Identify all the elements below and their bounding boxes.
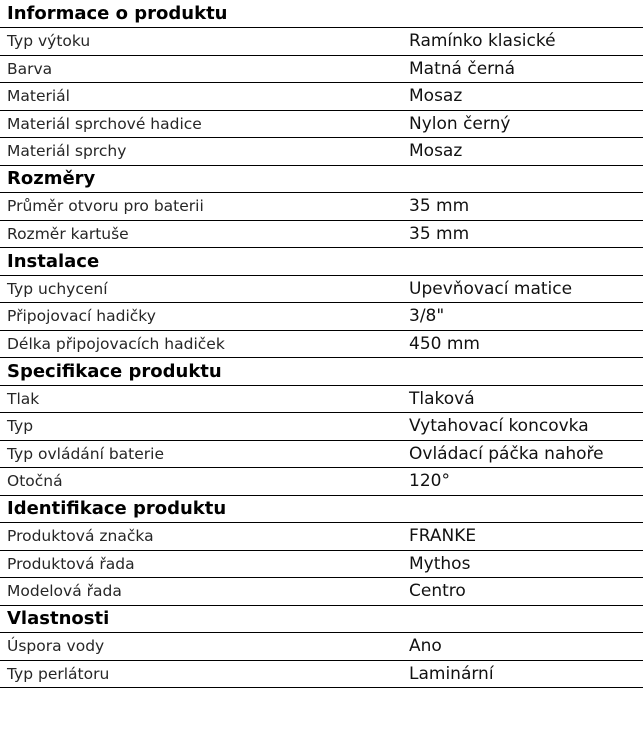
spec-row <box>0 193 643 221</box>
spec-row <box>0 440 643 468</box>
spec-value: 450 mm <box>401 330 643 358</box>
section-header-row <box>0 165 643 193</box>
spec-value: 35 mm <box>401 220 643 248</box>
spec-value: Laminární <box>401 660 643 688</box>
spec-label: Materiál sprchy <box>0 138 401 166</box>
spec-label: Materiál <box>0 83 401 111</box>
spec-label: Připojovací hadičky <box>0 303 401 331</box>
spec-value: 35 mm <box>401 193 643 221</box>
spec-label: Typ uchycení <box>0 275 401 303</box>
spec-label: Úspora vody <box>0 633 401 661</box>
spec-label: Produktová značka <box>0 523 401 551</box>
spec-row <box>0 633 643 661</box>
section-header-row <box>0 0 643 28</box>
spec-value: Mosaz <box>401 83 643 111</box>
spec-value: Ovládací páčka nahoře <box>401 440 643 468</box>
spec-label: Typ perlátoru <box>0 660 401 688</box>
spec-value: Ramínko klasické <box>401 28 643 56</box>
spec-value: Tlaková <box>401 385 643 413</box>
spec-value: Mosaz <box>401 138 643 166</box>
spec-label: Typ ovládání baterie <box>0 440 401 468</box>
spec-value: Centro <box>401 578 643 606</box>
spec-label: Otočná <box>0 468 401 496</box>
spec-row <box>0 660 643 688</box>
spec-row <box>0 578 643 606</box>
section-header-row <box>0 248 643 276</box>
spec-label: Typ <box>0 413 401 441</box>
spec-row <box>0 523 643 551</box>
spec-value: Matná černá <box>401 55 643 83</box>
spec-row <box>0 275 643 303</box>
spec-row <box>0 385 643 413</box>
section-title: Rozměry <box>0 165 643 193</box>
spec-row <box>0 110 643 138</box>
spec-row <box>0 413 643 441</box>
spec-value: 120° <box>401 468 643 496</box>
spec-label: Barva <box>0 55 401 83</box>
spec-row <box>0 303 643 331</box>
spec-row <box>0 28 643 56</box>
spec-label: Rozměr kartuše <box>0 220 401 248</box>
spec-label: Modelová řada <box>0 578 401 606</box>
spec-label: Tlak <box>0 385 401 413</box>
spec-value: Mythos <box>401 550 643 578</box>
spec-row <box>0 468 643 496</box>
spec-row <box>0 330 643 358</box>
section-header-row <box>0 358 643 386</box>
spec-row <box>0 550 643 578</box>
spec-value: FRANKE <box>401 523 643 551</box>
section-title: Informace o produktu <box>0 0 643 28</box>
spec-row <box>0 220 643 248</box>
spec-row <box>0 83 643 111</box>
section-title: Instalace <box>0 248 643 276</box>
spec-value: Upevňovací matice <box>401 275 643 303</box>
spec-label: Délka připojovacích hadiček <box>0 330 401 358</box>
section-title: Specifikace produktu <box>0 358 643 386</box>
section-header-row <box>0 495 643 523</box>
section-title: Identifikace produktu <box>0 495 643 523</box>
spec-value: Vytahovací koncovka <box>401 413 643 441</box>
spec-label: Průměr otvoru pro baterii <box>0 193 401 221</box>
spec-value: Ano <box>401 633 643 661</box>
spec-value: 3/8" <box>401 303 643 331</box>
spec-label: Produktová řada <box>0 550 401 578</box>
section-title: Vlastnosti <box>0 605 643 633</box>
spec-row <box>0 138 643 166</box>
spec-row <box>0 55 643 83</box>
section-header-row <box>0 605 643 633</box>
spec-label: Typ výtoku <box>0 28 401 56</box>
spec-label: Materiál sprchové hadice <box>0 110 401 138</box>
spec-value: Nylon černý <box>401 110 643 138</box>
